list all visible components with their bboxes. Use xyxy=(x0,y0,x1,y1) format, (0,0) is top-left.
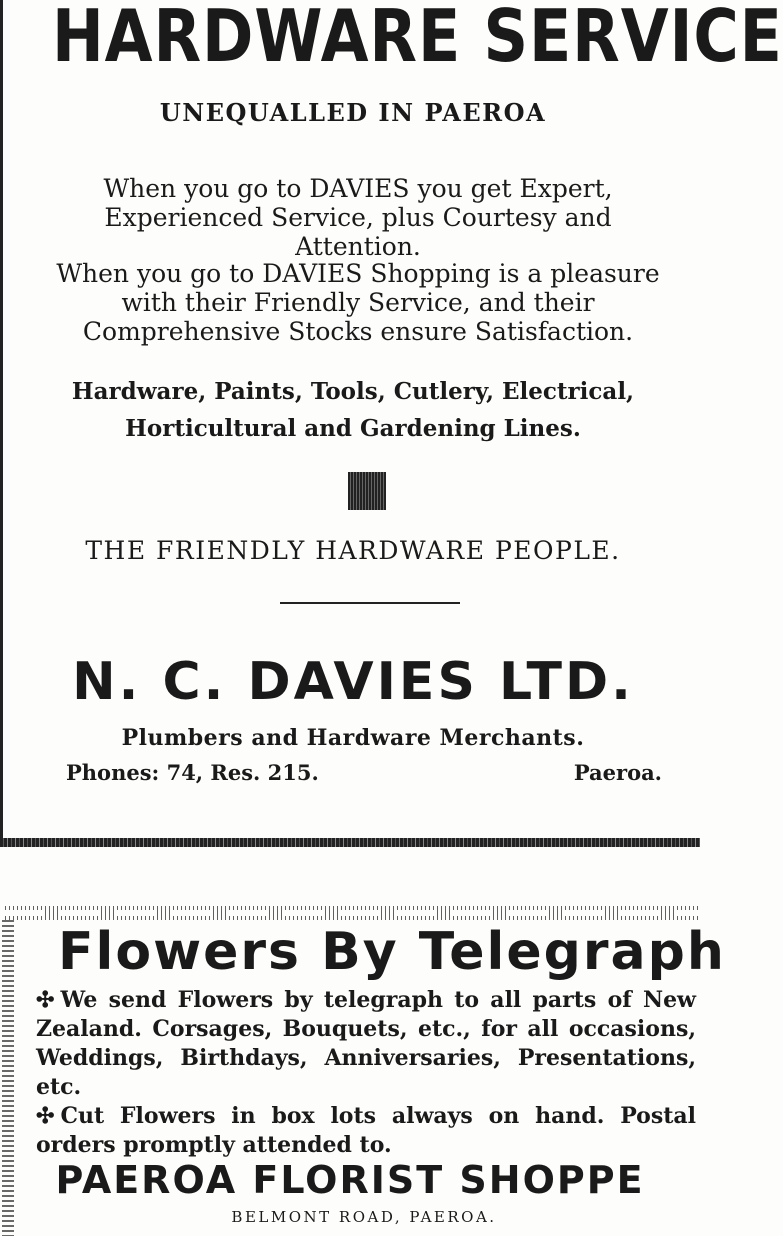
florist-text-1: We send Flowers by telegraph to all parts of New Zealand. Corsages, Bouquets, etc., for all occasions, Weddings, Birthdays, Anniversaries, Presentations, etc. xyxy=(36,987,696,1100)
slogan: THE FRIENDLY HARDWARE PEOPLE. xyxy=(85,536,621,565)
town-name: Paeroa. xyxy=(573,760,662,785)
product-lines-2: Horticultural and Gardening Lines. xyxy=(125,415,581,442)
divider xyxy=(280,602,460,604)
printer-ornament-icon xyxy=(348,472,386,510)
phone-numbers: Phones: 74, Res. 215. xyxy=(66,760,319,785)
paragraph-shopping-pleasure: When you go to DAVIES Shopping is a pleasure with their Friendly Service, and their Comprehensive Stocks ensure Satisfaction. xyxy=(56,259,660,346)
florist-text-2: Cut Flowers in box lots always on hand. Postal orders promptly attended to. xyxy=(36,1103,696,1158)
florist-advertisement xyxy=(0,888,726,1236)
trade-description: Plumbers and Hardware Merchants. xyxy=(121,725,585,751)
florist-paragraph-1 xyxy=(36,986,696,1102)
florist-title: Flowers By Telegraph xyxy=(58,922,726,982)
headline: HARDWARE SERVICE xyxy=(52,0,783,78)
shop-address: BELMONT ROAD, PAEROA. xyxy=(231,1208,497,1226)
paragraph-expert-service: When you go to DAVIES you get Expert, Experienced Service, plus Courtesy and Attention. xyxy=(103,174,613,261)
ad-border-rule xyxy=(0,838,700,847)
subheadline: UNEQUALLED IN PAEROA xyxy=(159,98,547,127)
shop-name: PAEROA FLORIST SHOPPE xyxy=(55,1158,645,1202)
flower-bullet-icon: ✣ xyxy=(36,1103,55,1129)
company-name: N. C. DAVIES LTD. xyxy=(72,652,634,712)
florist-paragraph-2 xyxy=(36,1102,696,1160)
product-lines-1: Hardware, Paints, Tools, Cutlery, Electrical, xyxy=(71,378,635,405)
flower-bullet-icon: ✣ xyxy=(36,987,55,1013)
decorative-border-gaps xyxy=(5,910,700,916)
